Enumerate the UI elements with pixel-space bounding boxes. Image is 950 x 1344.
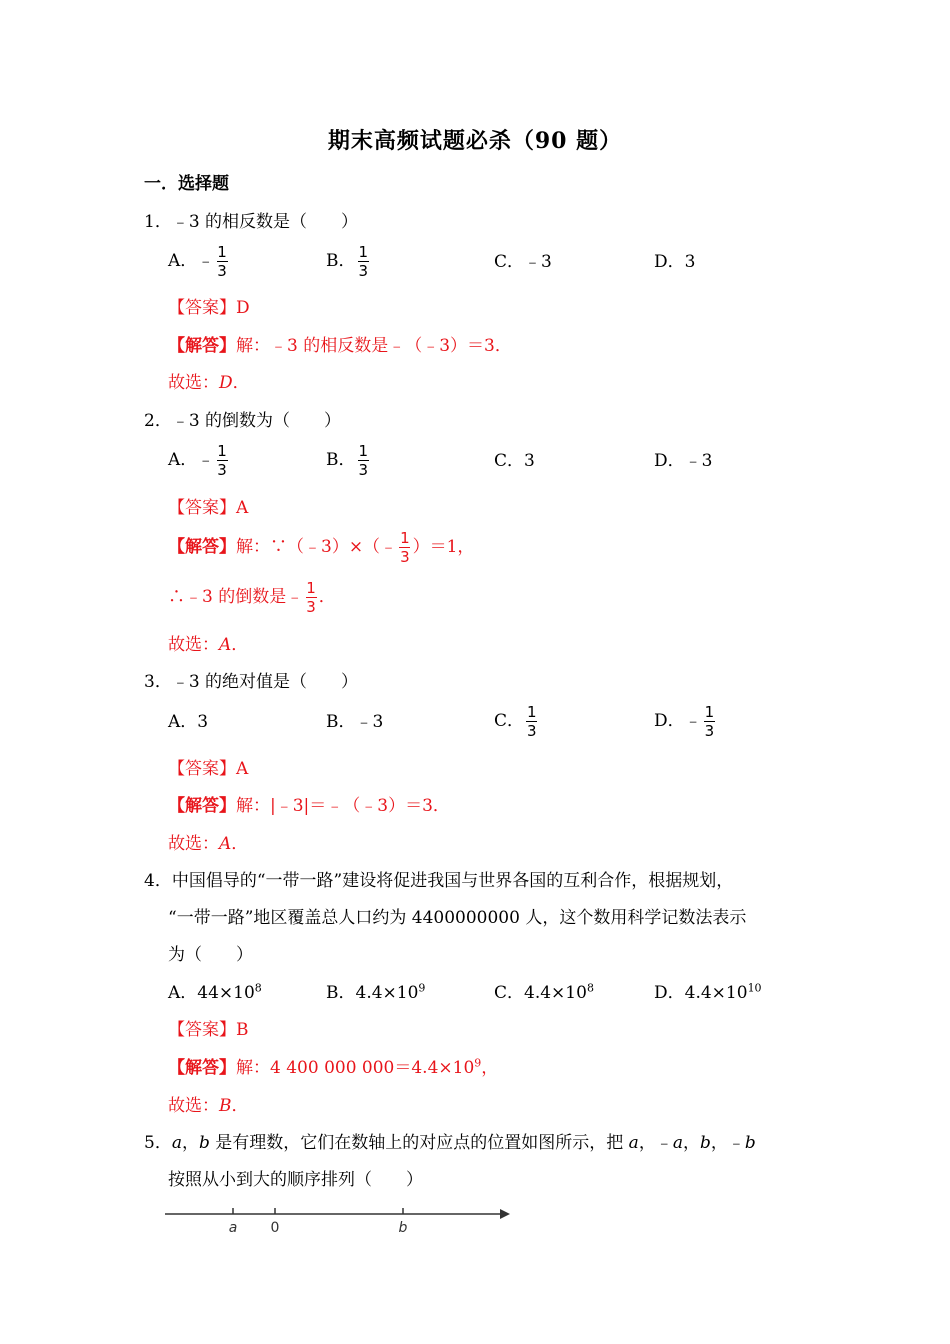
q3-solution: 【解答】解：|﹣3|＝﹣（﹣3）＝3． <box>168 796 450 816</box>
q2-option-a[interactable]: A．﹣ $\frac{1}{3}$ <box>168 442 227 479</box>
question-2-stem: 2．﹣3 的倒数为（ ） <box>144 411 342 431</box>
q1-option-b[interactable]: B． $\frac{1}{3}$ <box>326 243 369 280</box>
q4-choice: 故选：B． <box>168 1096 249 1116</box>
q2-option-b[interactable]: B． $\frac{1}{3}$ <box>326 442 369 479</box>
label-b: b <box>398 1220 408 1236</box>
q3-answer: 【答案】A <box>168 759 249 779</box>
q1-option-c[interactable]: C．﹣3 <box>494 252 552 272</box>
question-1-stem: 1．﹣3 的相反数是（ ） <box>144 212 359 232</box>
fraction: $\frac{1}{3}$ <box>400 529 410 566</box>
q2-solution-line2: ∴﹣3 的倒数是﹣ $\frac{1}{3}$ ． <box>168 579 336 616</box>
q1-answer: 【答案】D <box>168 298 250 318</box>
page-title: 期末高频试题必杀（90 题） <box>327 128 623 154</box>
fraction: $\frac{1}{3}$ <box>217 243 227 280</box>
q4-option-d[interactable]: D．$4.4\times 10^{10}$ <box>654 981 762 1003</box>
q3-choice: 故选：A． <box>168 834 249 854</box>
fraction: $\frac{1}{3}$ <box>358 243 369 280</box>
q1-option-d[interactable]: D．3 <box>654 252 696 272</box>
section-heading: 一．选择题 <box>144 174 229 194</box>
q4-answer: 【答案】B <box>168 1020 249 1040</box>
q2-answer: 【答案】A <box>168 498 249 518</box>
fraction: $\frac{1}{3}$ <box>358 442 369 479</box>
label-zero: 0 <box>270 1220 280 1236</box>
q2-solution: 【解答】解：∵（﹣3）×（﹣ $\frac{1}{3}$ ）＝1， <box>168 529 475 566</box>
question-4-stem-line1: 4．中国倡导的“一带一路”建设将促进我国与世界各国的互利合作，根据规划， <box>144 871 734 891</box>
fraction: $\frac{1}{3}$ <box>704 703 715 740</box>
q4-option-b[interactable]: B．$4.4\times 10^9$ <box>326 981 426 1003</box>
q3-option-b[interactable]: B．﹣3 <box>326 712 384 732</box>
question-3-stem: 3．﹣3 的绝对值是（ ） <box>144 672 359 692</box>
q4-solution: 【解答】解：4 400 000 $000=4.4\times 10^9$， <box>168 1056 499 1078</box>
fraction: $\frac{1}{3}$ <box>217 442 227 479</box>
q2-option-c[interactable]: C．3 <box>494 451 535 471</box>
label-a: a <box>228 1220 238 1236</box>
question-5-stem-line1: 5．a，b 是有理数，它们在数轴上的对应点的位置如图所示，把 a，﹣a，b，﹣b <box>144 1133 756 1153</box>
q4-option-c[interactable]: C．$4.4\times 10^8$ <box>494 981 594 1003</box>
q1-option-a[interactable]: A．﹣ $\frac{1}{3}$ <box>168 243 227 280</box>
fraction: $\frac{1}{3}$ <box>527 703 537 740</box>
question-4-stem-line3: 为（ ） <box>168 945 253 965</box>
question-5-stem-line2: 按照从小到大的顺序排列（ ） <box>168 1170 423 1190</box>
fraction: $\frac{1}{3}$ <box>306 579 316 616</box>
q3-option-c[interactable]: C． $\frac{1}{3}$ <box>494 703 537 740</box>
q1-solution: 【解答】解：﹣3 的相反数是﹣（﹣3）＝3． <box>168 336 512 356</box>
q4-option-a[interactable]: A．$44\times 10^8$ <box>168 981 262 1003</box>
q3-option-d[interactable]: D．﹣ $\frac{1}{3}$ <box>654 703 715 740</box>
question-4-stem-line2: “一带一路”地区覆盖总人口约为 4400000000 人，这个数用科学记数法表示 <box>168 908 747 928</box>
q3-option-a[interactable]: A．3 <box>168 712 209 732</box>
number-line-figure <box>160 1200 520 1240</box>
q2-option-d[interactable]: D．﹣3 <box>654 451 713 471</box>
number-line-arrow-icon <box>500 1209 510 1219</box>
q2-choice: 故选：A． <box>168 635 249 655</box>
q1-choice: 故选：D． <box>168 373 250 393</box>
